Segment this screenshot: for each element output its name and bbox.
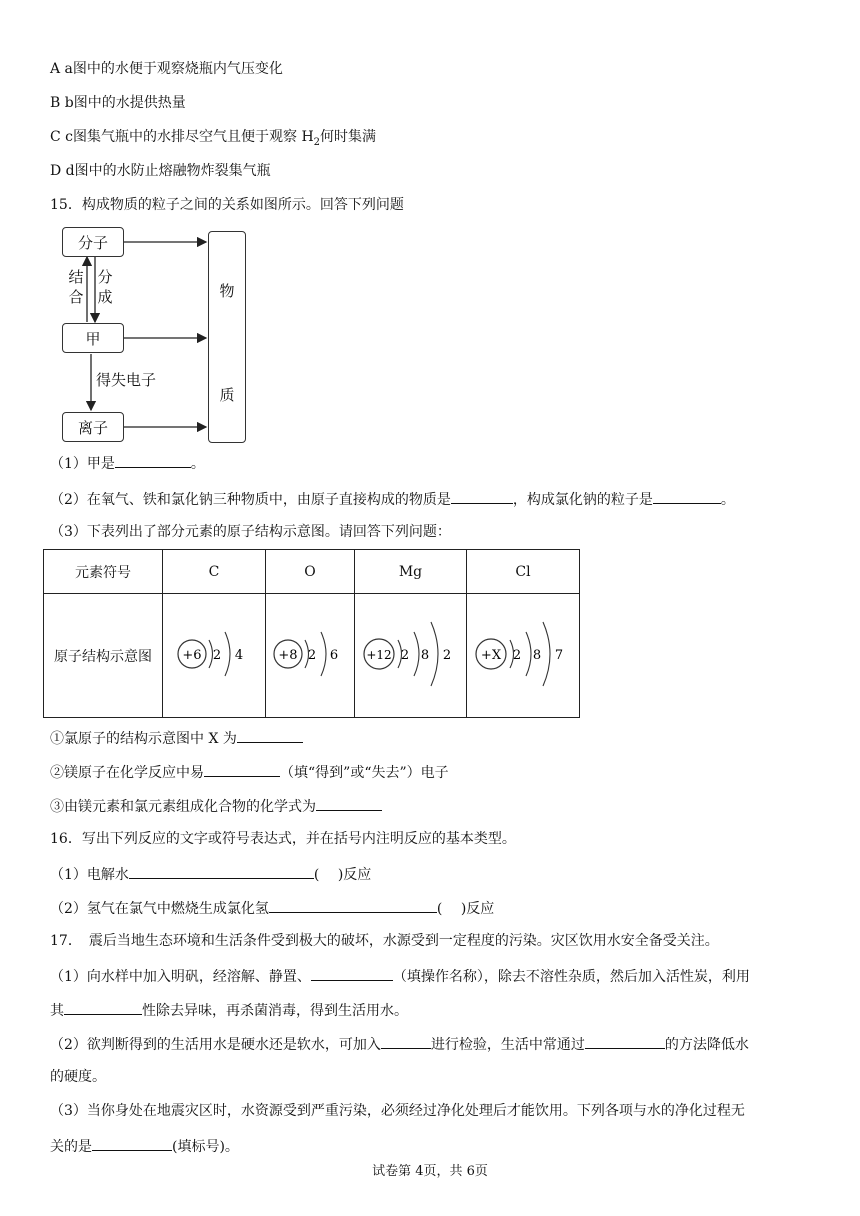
split-label: 分成 <box>97 268 113 306</box>
answer-blank[interactable] <box>115 452 191 468</box>
shell-count: 4 <box>234 647 244 663</box>
shell-count: 2 <box>442 647 451 663</box>
q15-sub1-text: ①氯原子的结构示意图中 X 为 <box>50 731 237 747</box>
q16-part1 <box>50 863 371 885</box>
answer-blank[interactable] <box>585 1033 665 1049</box>
q15-sub2 <box>50 761 449 783</box>
row-label-cell: 原子结构示意图 <box>44 594 163 718</box>
q17-part3-line1: （3）当你身处在地震灾区时，水资源受到严重污染，必须经过净化处理后才能饮用。下列各项与水的净化过程无 <box>50 1103 745 1119</box>
q16-part2-end: ( )反应 <box>436 901 495 917</box>
option-b: B b图中的水提供热量 <box>50 95 186 111</box>
answer-blank[interactable] <box>237 727 303 743</box>
q17-part2-text: （2）欲判断得到的生活用水是硬水还是软水，可加入 <box>50 1037 381 1053</box>
answer-blank[interactable] <box>316 795 382 811</box>
answer-blank[interactable] <box>129 863 314 879</box>
answer-blank[interactable] <box>269 897 437 913</box>
nucleus-label: +6 <box>182 647 202 663</box>
answer-blank[interactable] <box>381 1033 431 1049</box>
q17-part3-line2 <box>50 1135 239 1157</box>
shell-count: 8 <box>532 647 542 663</box>
q16-part1-end: ( )反应 <box>313 867 372 883</box>
option-c-text: C c图集气瓶中的水排尽空气且便于观察 H <box>50 129 314 145</box>
diagram-cell-o <box>266 594 355 718</box>
shell-count: 2 <box>212 647 222 663</box>
q17-part1-line2-end: 性除去异味，再杀菌消毒，得到生活用水。 <box>142 1003 408 1019</box>
q16-part2 <box>50 897 494 919</box>
magnesium-atom-diagram <box>359 614 463 694</box>
matter-char-1: 物 <box>219 282 235 300</box>
q17-part2-mid: 进行检验，生活中常通过 <box>430 1037 585 1053</box>
page-footer: 试卷第 4页，共 6页 <box>372 1164 488 1179</box>
q15-sub2-end: （填“得到”或“失去”）电子 <box>280 765 449 781</box>
symbol-cell-cl: Cl <box>467 550 580 594</box>
shell-count: 2 <box>307 647 317 663</box>
carbon-atom-diagram <box>169 619 259 689</box>
symbol-cell-o: O <box>266 550 355 594</box>
answer-blank[interactable] <box>92 1135 172 1151</box>
table-row <box>44 594 580 718</box>
oxygen-atom-diagram <box>268 619 352 689</box>
q15-part3: （3）下表列出了部分元素的原子结构示意图。请回答下列问题： <box>50 524 451 540</box>
answer-blank[interactable] <box>64 999 142 1015</box>
shell-count: 2 <box>512 647 522 663</box>
q15-part2-end: 。 <box>720 492 735 508</box>
q16-part1-text: （1）电解水 <box>50 867 129 883</box>
q15-stem: 15．构成物质的粒子之间的关系如图所示。回答下列问题 <box>50 197 404 213</box>
q17-part1-line2 <box>50 999 408 1021</box>
matter-box <box>208 231 246 443</box>
symbol-cell-c: C <box>163 550 266 594</box>
matter-char-2: 质 <box>219 386 235 404</box>
option-c <box>50 127 376 153</box>
diagram-cell-c <box>163 594 266 718</box>
ion-box: 离子 <box>62 412 124 442</box>
jia-box: 甲 <box>62 323 124 353</box>
q15-part1 <box>50 452 205 474</box>
q17-part2-end: 的方法降低水 <box>664 1037 749 1053</box>
q15-sub3-text: ③由镁元素和氯元素组成化合物的化学式为 <box>50 799 316 815</box>
q15-sub1 <box>50 727 303 749</box>
shell-count: 7 <box>554 647 564 663</box>
q17-part3-end: (填标号)。 <box>172 1139 239 1155</box>
answer-blank[interactable] <box>204 761 280 777</box>
q16-part2-text: （2）氢气在氯气中燃烧生成氯化氢 <box>50 901 269 917</box>
q17-part2-line1 <box>50 1033 749 1055</box>
diagram-cell-mg <box>355 594 467 718</box>
option-c-text-end: 何时集满 <box>320 129 377 145</box>
shell-count: 2 <box>400 647 409 663</box>
chlorine-atom-diagram <box>471 614 575 694</box>
atom-structure-table <box>43 549 580 718</box>
h2-subscript: 2 <box>313 136 321 148</box>
q15-part2-text: （2）在氧气、铁和氯化钠三种物质中，由原子直接构成的物质是 <box>50 492 451 508</box>
option-a: A a图中的水便于观察烧瓶内气压变化 <box>50 61 283 77</box>
q17-part2-line2: 的硬度。 <box>50 1069 106 1085</box>
table-row <box>44 550 580 594</box>
combine-label: 结合 <box>68 268 84 306</box>
option-d: D d图中的水防止熔融物炸裂集气瓶 <box>50 163 271 179</box>
molecule-box: 分子 <box>62 227 124 257</box>
symbol-cell-mg: Mg <box>355 550 467 594</box>
q17-part1-line2-start: 其 <box>50 1003 64 1019</box>
answer-blank[interactable] <box>653 488 721 504</box>
q15-part2-mid: ，构成氯化钠的粒子是 <box>512 492 653 508</box>
q17-part1-mid: （填操作名称），除去不溶性杂质，然后加入活性炭，利用 <box>392 969 750 985</box>
q17-part3-text: 关的是 <box>50 1139 92 1155</box>
q15-part1-end: 。 <box>190 456 205 472</box>
diagram-cell-cl <box>467 594 580 718</box>
nucleus-label: +8 <box>278 647 298 663</box>
q17-part1-line1 <box>50 965 750 987</box>
electron-label: 得失电子 <box>96 371 157 389</box>
q17-stem: 17． 震后当地生态环境和生活条件受到极大的破坏，水源受到一定程度的污染。灾区饮用水安全备受关注。 <box>50 933 719 949</box>
particle-relationship-diagram <box>60 227 250 445</box>
answer-blank[interactable] <box>311 965 393 981</box>
q15-part2 <box>50 488 735 510</box>
q16-stem: 16．写出下列反应的文字或符号表达式，并在括号内注明反应的基本类型。 <box>50 831 516 847</box>
nucleus-label: +12 <box>365 647 392 662</box>
q15-part1-text: （1）甲是 <box>50 456 115 472</box>
nucleus-label: +X <box>480 647 502 663</box>
shell-count: 8 <box>420 647 429 663</box>
header-cell: 元素符号 <box>44 550 163 594</box>
shell-count: 6 <box>329 647 339 663</box>
q17-part1-text: （1）向水样中加入明矾，经溶解、静置、 <box>50 969 311 985</box>
q15-sub2-text: ②镁原子在化学反应中易 <box>50 765 204 781</box>
answer-blank[interactable] <box>451 488 513 504</box>
q15-sub3 <box>50 795 382 817</box>
